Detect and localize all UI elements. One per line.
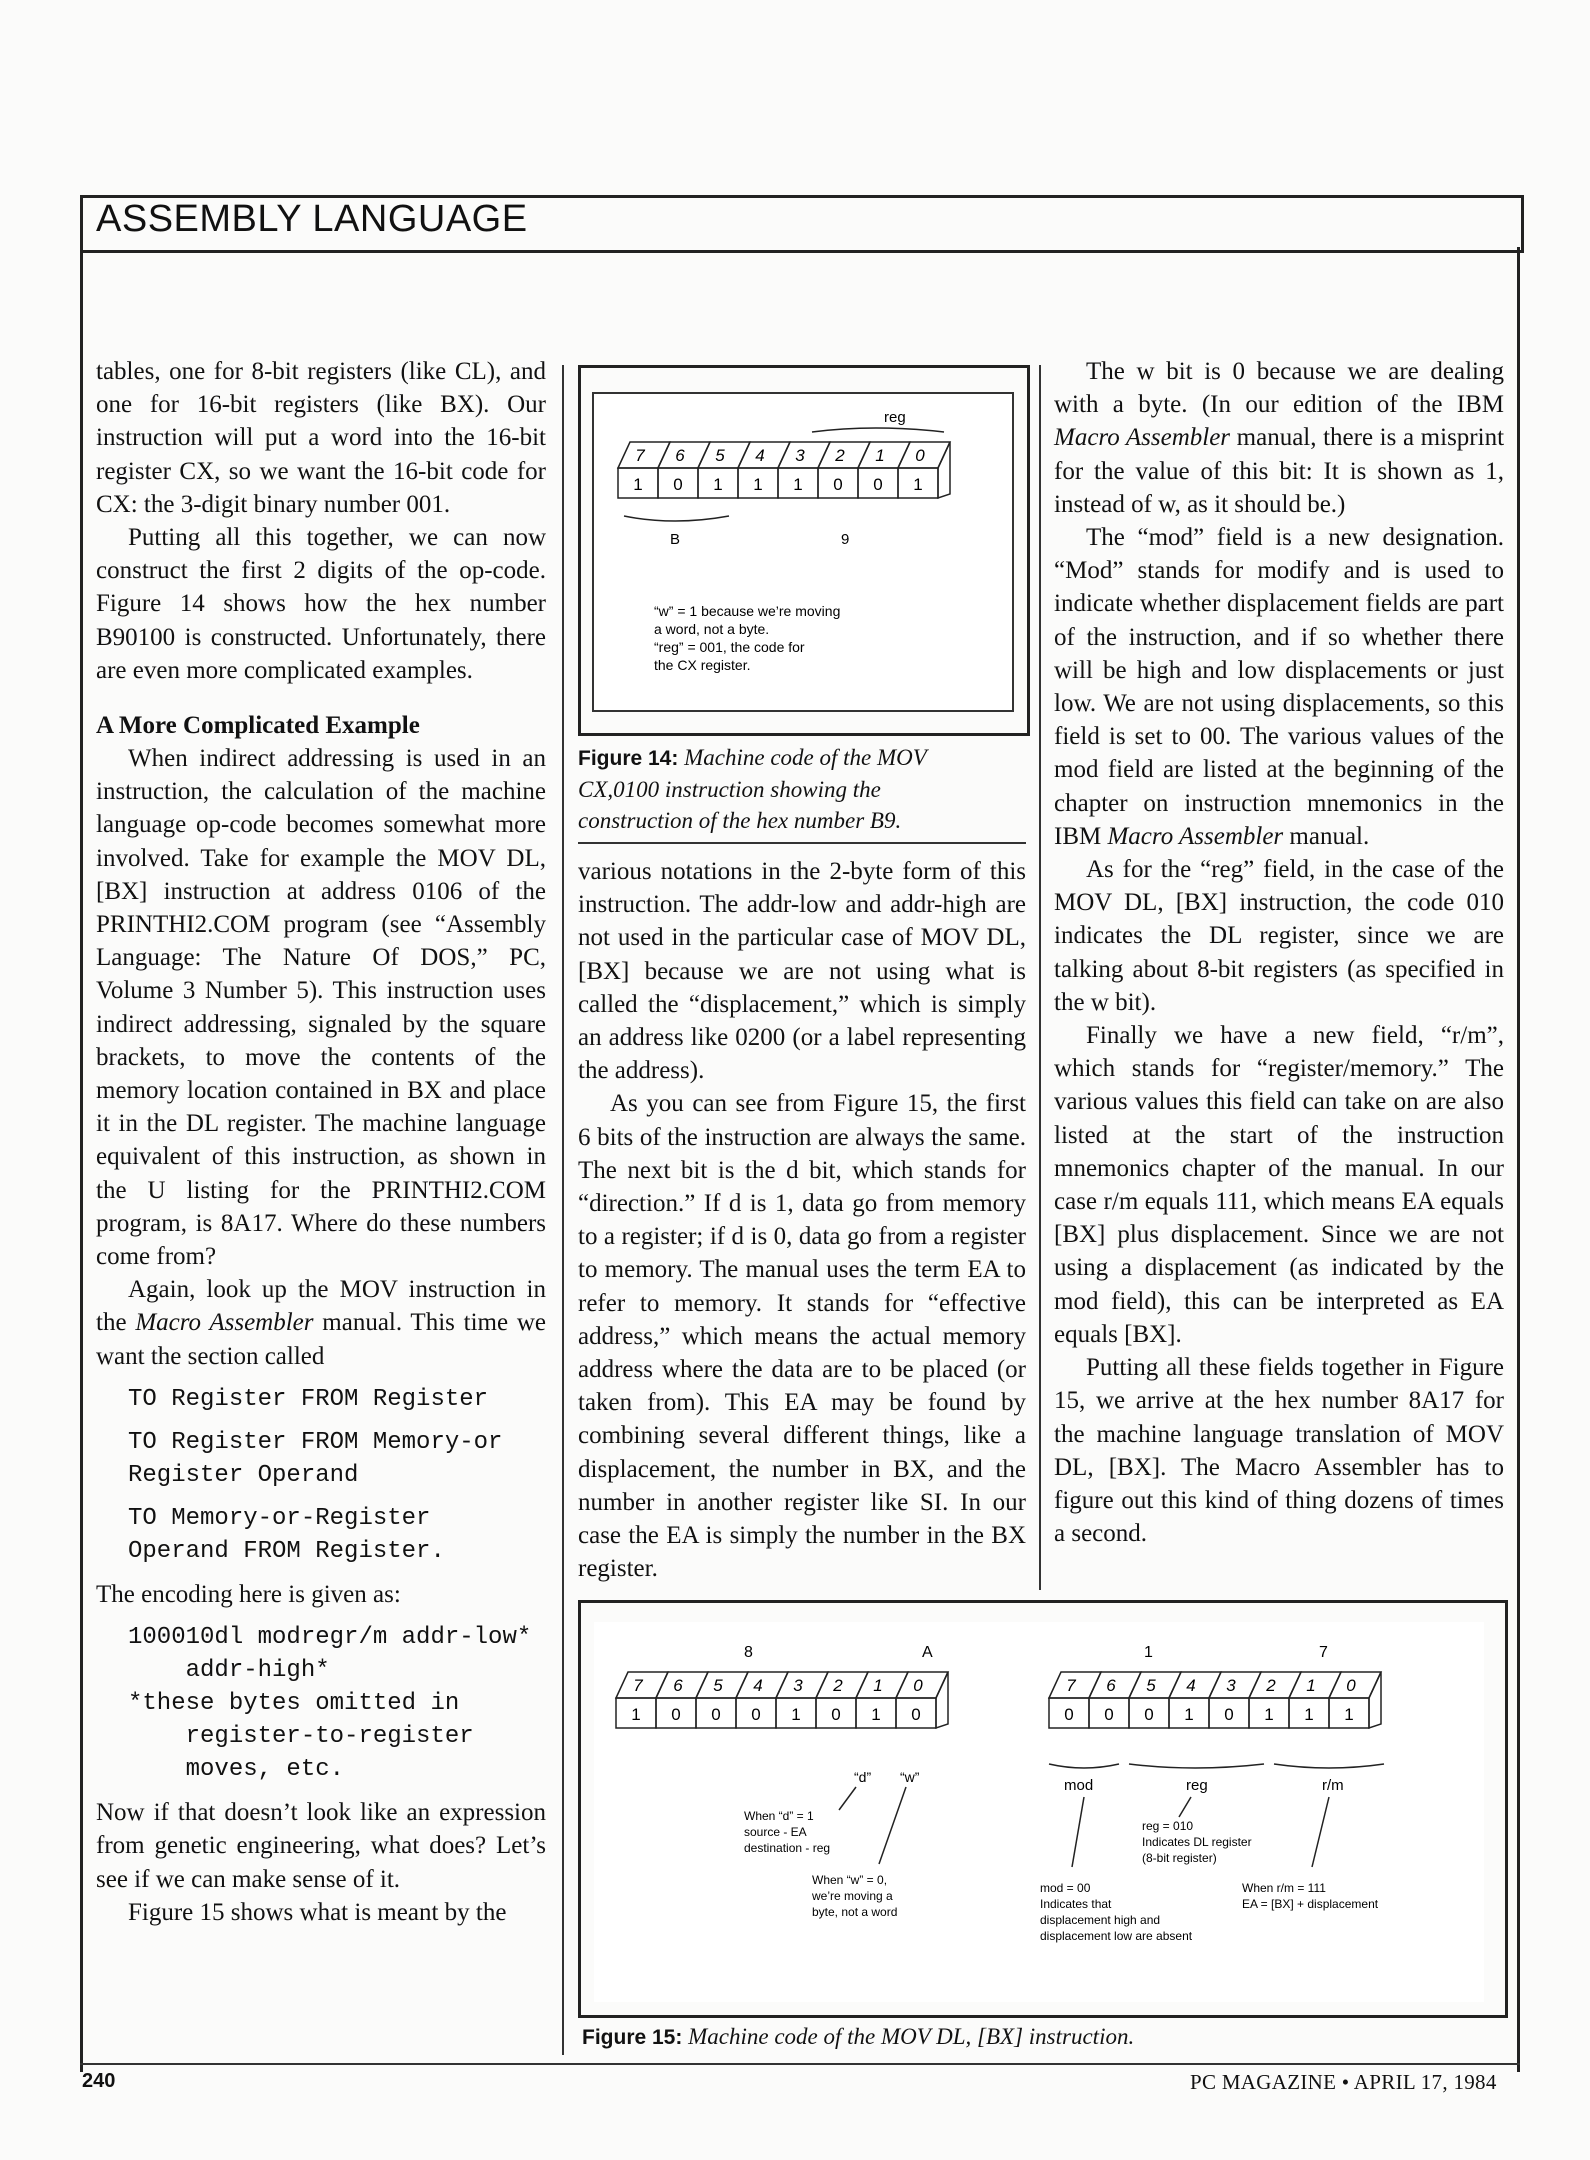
bit-value: 0 <box>1224 1705 1234 1724</box>
section-title: ASSEMBLY LANGUAGE <box>96 198 528 240</box>
bit-position-label: 7 <box>1066 1676 1076 1695</box>
bit-position-label: 3 <box>1226 1676 1236 1695</box>
bit-value: 0 <box>873 475 883 494</box>
figure-15-diagram <box>594 1622 1484 2002</box>
caption-label: Figure 15: <box>582 2026 683 2049</box>
b-brace <box>624 516 729 521</box>
rm-brace <box>1274 1764 1384 1768</box>
figure-15 <box>594 1622 1484 2002</box>
paragraph: As for the “reg” field, in the case of the MOV DL, [BX] instruction, the code 010 indicates the DL register, since we are talking about 8-bit registers (as specified in the w bit). <box>1054 856 1504 1016</box>
rm-label: r/m <box>1322 1777 1344 1794</box>
bit-value: 0 <box>711 1705 721 1724</box>
d-label: “d” <box>854 1769 872 1785</box>
bit-position-label: 2 <box>833 1676 843 1695</box>
bit-value: 0 <box>1104 1705 1114 1724</box>
column-divider-2 <box>1039 365 1041 1590</box>
note-line: (8-bit register) <box>1142 1851 1217 1865</box>
bit-position-label: 3 <box>795 446 805 465</box>
register-edge <box>938 442 950 498</box>
reg-label: reg <box>1186 1777 1208 1794</box>
code-line: TO Register FROM Register <box>128 1385 489 1413</box>
bit-value: 0 <box>673 475 683 494</box>
note-line: destination - reg <box>744 1841 831 1855</box>
bit-value: 1 <box>1304 1705 1314 1724</box>
hex-digit: 8 <box>744 1644 753 1661</box>
pointer-line <box>879 1787 906 1864</box>
paragraph: As you can see from Figure 15, the first 6 bits of the instruction are always the same. The next bit is the d bit, which stands for “direction.” If d is 1, data go from memory to a register; if d is 0, data go from a register to memory. The manual uses the term EA to refer to memory. It stands for “effective address,” which means the actual memory address where the data are to be placed (or taken from). This EA may be found by combining several different things, like a displacement, the number in BX, and the number in another register like SI. In our case the EA is simply the number in the BX register. <box>578 1090 1026 1583</box>
bit-position-label: 6 <box>675 446 685 465</box>
left-border <box>80 247 83 2072</box>
reg-label: reg <box>884 409 906 426</box>
code-block: 100010dl modregr/m addr-low* addr-high* *these bytes omitted in register-to-register moves, etc. <box>128 1624 532 1784</box>
figure-14-caption <box>578 742 998 836</box>
bit-position-label: 1 <box>873 1676 883 1695</box>
column-divider-1 <box>562 365 564 2055</box>
bit-value: 0 <box>833 475 843 494</box>
pointer-line <box>1312 1797 1329 1867</box>
bit-position-label: 5 <box>713 1676 723 1695</box>
bit-position-label: 2 <box>1266 1676 1276 1695</box>
italic-title: Macro Assembler <box>135 1309 314 1337</box>
paragraph: Finally we have a new field, “r/m”, which stands for “register/memory.” The various values this field can take on are also listed at the start of the instruction mnemonics chapter of the manual. In our case r/m equals 111, which means EA equals [BX] plus displacement. Since we are not using a displacement (as indicated by the mod field), this can be interpreted as EA equals [BX]. <box>1054 1022 1504 1348</box>
register-edge <box>936 1672 948 1728</box>
bit-value: 1 <box>631 1705 641 1724</box>
paragraph: The encoding here is given as: <box>96 1580 401 1608</box>
rule <box>578 842 1026 844</box>
note-line: Indicates DL register <box>1142 1835 1252 1849</box>
note-line: a word, not a byte. <box>654 621 770 637</box>
bit-value-row <box>616 1672 948 1728</box>
hex-digit: 1 <box>1144 1644 1153 1661</box>
bit-position-label: 0 <box>1346 1676 1356 1695</box>
note-line: When r/m = 111 <box>1242 1881 1326 1895</box>
italic-title: Macro Assembler <box>1107 822 1284 850</box>
bit-value: 1 <box>791 1705 801 1724</box>
note-line: source - EA <box>744 1825 807 1839</box>
text-span: manual, there is a misprint for the value of this bit: It is shown as 1, instead of w, as it should be.) <box>1054 424 1505 518</box>
bit-value: 1 <box>753 475 763 494</box>
page-number: 240 <box>82 2070 116 2092</box>
magazine-footer: PC MAGAZINE • APRIL 17, 1984 <box>1190 2070 1497 2094</box>
bit-position-label: 6 <box>673 1676 683 1695</box>
bit-value: 1 <box>633 475 643 494</box>
bit-value: 1 <box>713 475 723 494</box>
note-line: Indicates that <box>1040 1897 1112 1911</box>
bit-position-label: 4 <box>1186 1676 1196 1695</box>
bit-value: 0 <box>1064 1705 1074 1724</box>
italic-title: Macro Assembler <box>1054 424 1231 452</box>
bit-value: 0 <box>1144 1705 1154 1724</box>
paragraph: various notations in the 2-byte form of this instruction. The addr-low and addr-high are not used in the particular case of MOV DL, [BX] because we are not using what is called the “displacement,” which is simply an address like 0200 (or a label representing the address). <box>578 858 1026 1085</box>
bit-value: 1 <box>1184 1705 1194 1724</box>
column-2 <box>578 855 1026 1585</box>
bit-value: 0 <box>751 1705 761 1724</box>
paragraph <box>1054 521 1504 853</box>
pointer-line <box>839 1787 856 1810</box>
code-line: TO Register FROM Memory-or Register Operand <box>128 1428 503 1489</box>
mod-label: mod <box>1064 1777 1094 1794</box>
hex-digit: 9 <box>841 531 850 548</box>
paragraph: Figure 15 shows what is meant by the <box>128 1898 507 1926</box>
figure-15-caption <box>582 2022 1482 2053</box>
figure-14-diagram <box>594 394 1012 710</box>
bit-position-label: 1 <box>875 446 885 465</box>
note-line: reg = 010 <box>1142 1819 1194 1833</box>
bit-value: 1 <box>793 475 803 494</box>
bit-position-label: 4 <box>755 446 765 465</box>
register-edge <box>1369 1672 1381 1728</box>
text-span: Again, look up the MOV instruction in the <box>96 1276 546 1337</box>
bit-value: 1 <box>1264 1705 1274 1724</box>
bit-value-row <box>618 442 950 498</box>
bit-position-label: 6 <box>1106 1676 1116 1695</box>
note-line: When “w” = 0, <box>812 1873 888 1887</box>
note-line: “w” = 1 because we’re moving <box>654 603 841 619</box>
note-line: displacement low are absent <box>1040 1929 1193 1943</box>
note-line: byte, not a word <box>812 1905 898 1919</box>
column-3 <box>1054 355 1504 1550</box>
paragraph: Putting all this together, we can now construct the first 2 digits of the op-code. Figure 14 shows how the hex number B90100 is constructed. Unfortunately, there are even more complicated examples. <box>96 524 546 684</box>
hex-digit: 7 <box>1319 1644 1328 1661</box>
bit-value-row <box>1049 1672 1381 1728</box>
note-line: the CX register. <box>654 657 751 673</box>
caption-text: Machine code of the MOV DL, [BX] instruction. <box>682 2024 1135 2049</box>
bit-position-label: 1 <box>1306 1676 1316 1695</box>
pointer-line <box>1179 1797 1191 1817</box>
bit-position-label: 2 <box>835 446 845 465</box>
caption-label: Figure 14: <box>578 747 679 770</box>
column-1 <box>96 355 546 1929</box>
text-span: The “mod” field is a new designation. “Mod” stands for modify and is used to indicate whether displacement fields are part of the instruction, and if so whether there will be high and low displacements or just low. We are not using displacements, so this field is set to 00. The various values of the mod field are listed at the beginning of the chapter on instruction mnemonics in the IBM <box>1054 524 1504 850</box>
bit-value: 1 <box>1344 1705 1354 1724</box>
note-line: When “d” = 1 <box>744 1809 814 1823</box>
right-border <box>1517 247 1520 2072</box>
subheading: A More Complicated Example <box>96 712 420 740</box>
note-line: EA = [BX] + displacement <box>1242 1897 1379 1911</box>
note-line: mod = 00 <box>1040 1881 1091 1895</box>
paragraph: Putting all these fields together in Figure 15, we arrive at the hex number 8A17 for the machine language translation of MOV DL, [BX]. The Macro Assembler has to figure out this kind of thing dozens of times a second. <box>1054 1354 1504 1548</box>
bit-value: 0 <box>671 1705 681 1724</box>
bit-position-label: 5 <box>1146 1676 1156 1695</box>
bit-position-label: 7 <box>633 1676 643 1695</box>
paragraph: tables, one for 8-bit registers (like CL), and one for 16-bit registers (like BX). Our instruction will put a word into the 16-bit register CX, so we want the 16-bit code for CX: the 3-digit binary number 001. <box>96 358 546 518</box>
bit-position-row <box>616 1672 948 1698</box>
bit-position-label: 0 <box>915 446 925 465</box>
reg-brace <box>812 428 944 432</box>
text-span: manual. <box>1283 822 1370 850</box>
bit-position-label: 4 <box>753 1676 763 1695</box>
bit-position-label: 0 <box>913 1676 923 1695</box>
bit-value: 1 <box>913 475 923 494</box>
note-line: we’re moving a <box>812 1889 893 1903</box>
pointer-line <box>1072 1797 1084 1867</box>
w-label: “w” <box>900 1769 920 1785</box>
bit-position-row <box>1049 1672 1381 1698</box>
bit-position-row <box>618 442 950 468</box>
bottom-rule <box>80 2063 1520 2065</box>
bit-value: 1 <box>871 1705 881 1724</box>
paragraph <box>1054 355 1504 521</box>
text-span: manual. This time we want the section called <box>96 1309 547 1370</box>
caption-text: Machine code of the MOV CX,0100 instruction showing the construction of the hex number B9. <box>578 745 927 833</box>
figure-14 <box>592 392 1014 712</box>
bit-value: 0 <box>911 1705 921 1724</box>
hex-digit: B <box>670 531 681 548</box>
paragraph <box>96 1273 546 1373</box>
note-line: displacement high and <box>1040 1913 1161 1927</box>
bit-value: 0 <box>831 1705 841 1724</box>
bit-position-label: 5 <box>715 446 725 465</box>
bit-position-label: 7 <box>635 446 645 465</box>
text-span: The w bit is 0 because we are dealing with a byte. (In our edition of the IBM <box>1054 358 1504 419</box>
reg-brace <box>1129 1764 1264 1768</box>
bit-position-label: 3 <box>793 1676 803 1695</box>
paragraph: Now if that doesn’t look like an expression from genetic engineering, what does? Let’s see if we can make sense of it. <box>96 1799 546 1893</box>
mod-brace <box>1049 1764 1119 1768</box>
code-line: TO Memory-or-Register Operand FROM Register. <box>128 1504 445 1565</box>
paragraph: When indirect addressing is used in an instruction, the calculation of the machine language op-code becomes somewhat more involved. Take for example the MOV DL, [BX] instruction at address 0106 of the PRINTHI2.COM program (see “Assembly Language: The Nature Of DOS,” PC, Volume 3 Number 5). This instruction uses indirect addressing, signaled by the square brackets, to move the contents of the memory location contained in BX and place it in the DL register. The machine language equivalent of this instruction, as shown in the U listing for the PRINTHI2.COM program, is 8A17. Where do these numbers come from? <box>96 745 546 1271</box>
note-line: “reg” = 001, the code for <box>654 639 805 655</box>
hex-digit: A <box>922 1644 933 1661</box>
